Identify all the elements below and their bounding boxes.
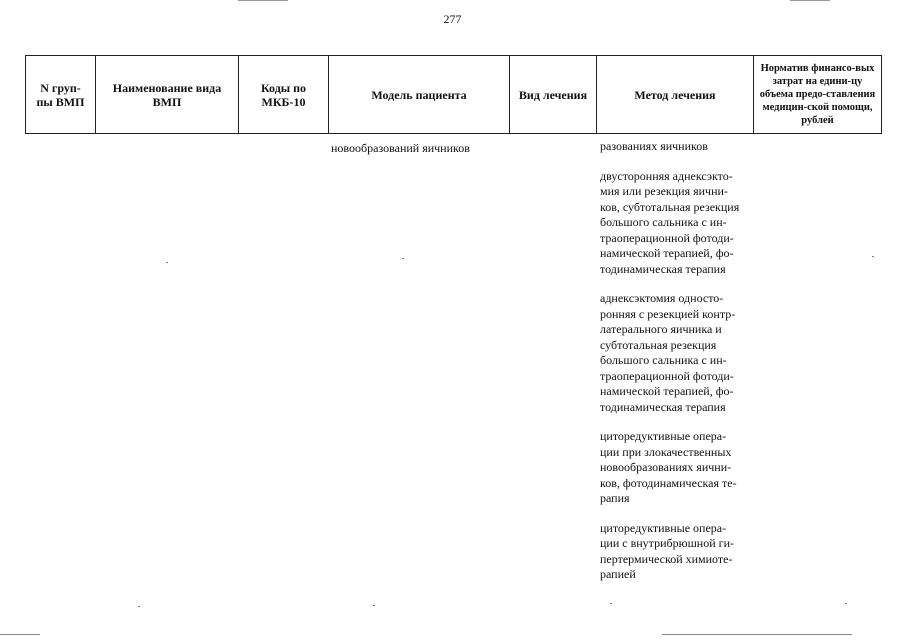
header-cost-standard: Норматив финансо-вых затрат на едини-цу объема предо-ставления медицин-ской помощи, рублей (754, 56, 882, 134)
scan-speck (845, 603, 847, 604)
header-vmp-name: Наименование вида ВМП (96, 56, 239, 134)
method-item: циторедуктивные опера- ции с внутрибрюшной ги- пертермической химиоте- рапией (600, 520, 734, 581)
scan-speck (138, 606, 140, 607)
scan-edge-line (662, 634, 852, 635)
treatment-method-cell (600, 139, 758, 597)
page-number: 277 (443, 12, 462, 26)
header-treatment-method: Метод лечения (597, 56, 754, 134)
patient-model-cell: новообразований яичников (331, 141, 470, 155)
scan-speck (872, 256, 874, 257)
scan-speck (373, 605, 375, 606)
scan-edge-line (790, 0, 830, 1)
scan-speck (610, 603, 612, 604)
scan-speck (402, 258, 404, 259)
scan-edge-line (0, 634, 40, 635)
scan-speck (166, 262, 168, 263)
method-item: циторедуктивные опера- ции при злокачественных новообразованиях яични- ков, фотодинамическая те- рапия (600, 429, 737, 505)
method-item: двусторонняя аднексэкто- мия или резекция яични- ков, субтотальная резекция большого сальника с ин- траоперационной фотоди- намической терапией, фо- тодинамическая терапия (600, 168, 740, 276)
table-header (25, 55, 882, 134)
scan-edge-line (238, 0, 288, 1)
header-treatment-type: Вид лечения (510, 56, 597, 134)
header-icd-codes: Коды по МКБ-10 (239, 56, 329, 134)
method-item: аднексэктомия односто- ронняя с резекцией контр- латерального яичника и субтотальная резекция большого сальника с ин- траоперационной фотоди- намической терапией, фо- тодинамическая терапия (600, 291, 736, 414)
method-item: разованиях яичников (600, 139, 708, 153)
header-patient-model: Модель пациента (329, 56, 510, 134)
header-group-number: N груп- пы ВМП (26, 56, 96, 134)
